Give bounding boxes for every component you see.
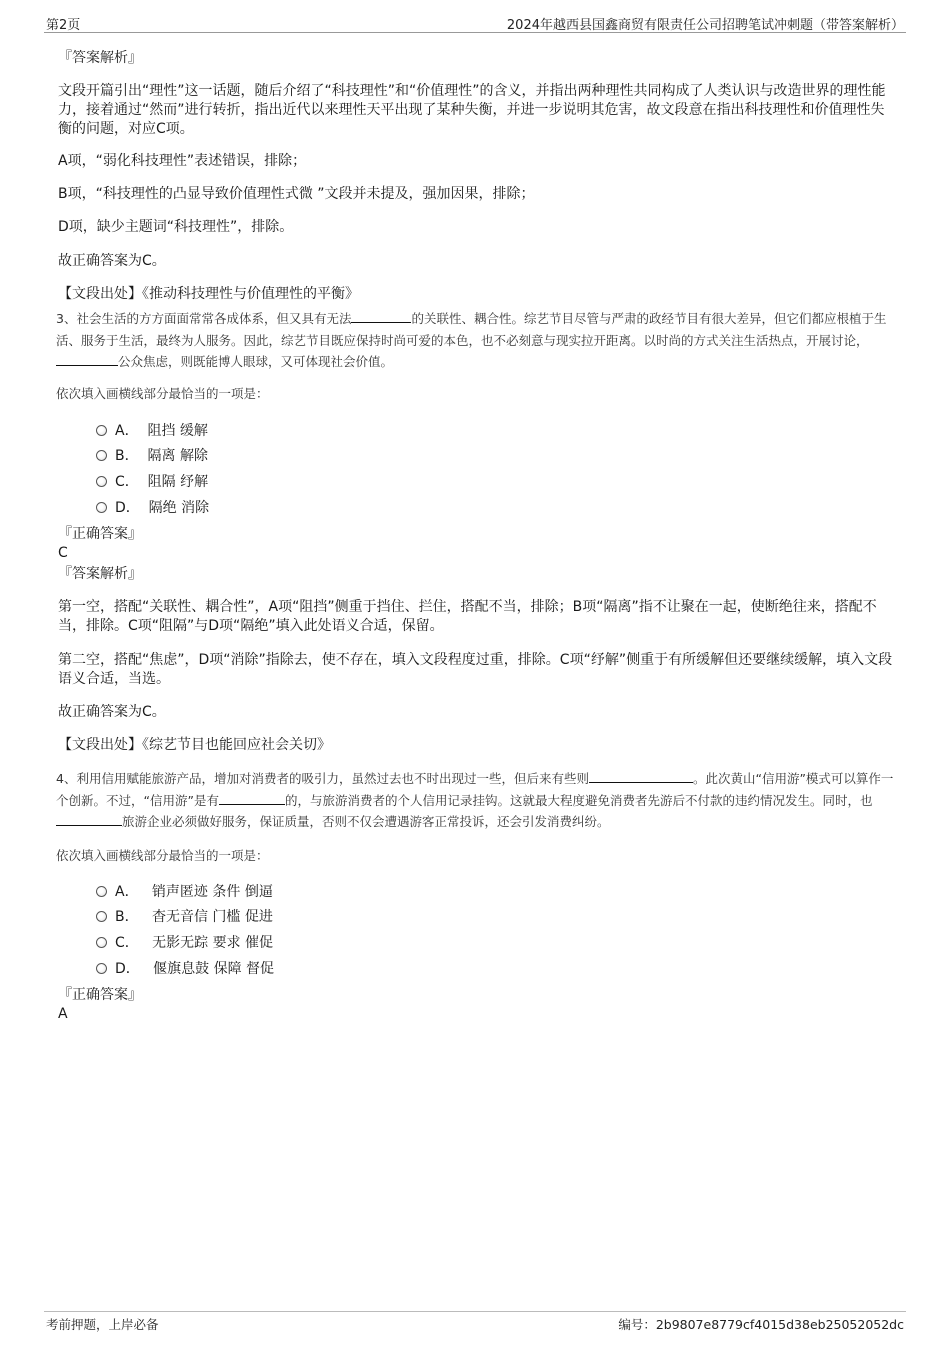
q3-option-c[interactable]: C． 阻隔 纾解	[96, 471, 208, 491]
q3-stem	[56, 308, 894, 373]
radio-button[interactable]	[96, 502, 107, 513]
radio-button[interactable]	[96, 476, 107, 487]
q3-analysis-paragraph-1: 第一空，搭配“关联性、耦合性”，A项“阻挡”侧重于挡住、拦住，搭配不当，排除；B项“隔离”指不让聚在一起，使断绝往来，搭配不当，排除。C项“阻隔”与D项“隔绝”填入此处语义合适，保留。	[58, 599, 877, 634]
q3-stem-text-3: 公众焦虑，则既能博人眼球，又可体现社会价值。	[118, 354, 394, 369]
q2-analysis-paragraph: 文段开篇引出“理性”这一话题，随后介绍了“科技理性”和“价值理性”的含义，并指出两种理性共同构成了人类认识与改造世界的理性能力，接着通过“然而”进行转折，指出近代以来理性天平出现了某种失衡，并进一步说明其危害，故文段意在指出科技理性和价值理性失衡的问题，对应C项。	[58, 83, 886, 137]
q4-option-d[interactable]: D． 偃旗息鼓 保障 督促	[96, 958, 274, 978]
q3-conclusion: 故正确答案为C。	[58, 704, 166, 720]
q4-prompt: 依次填入画横线部分最恰当的一项是：	[56, 848, 269, 863]
q4-answer: A	[58, 1006, 68, 1022]
q2-option-d-note: D项，缺少主题词“科技理性”，排除。	[58, 219, 294, 235]
q4-blank-1	[589, 769, 693, 783]
q4-answer-heading: 『正确答案』	[58, 987, 142, 1003]
q2-analysis-heading: 『答案解析』	[58, 50, 142, 66]
q3-answer: C	[58, 545, 68, 561]
page-footer	[44, 1311, 906, 1334]
q2-source: 【文段出处】《推动科技理性与价值理性的平衡》	[58, 286, 359, 302]
q4-stem-text-3: 的，与旅游消费者的个人信用记录挂钩。这就最大程度避免消费者先游后不付款的违约情况发生。同时，也	[284, 792, 873, 808]
q2-option-a-note: A项，“弱化科技理性”表述错误，排除；	[58, 153, 307, 169]
q3-answer-heading: 『正确答案』	[58, 526, 142, 542]
q4-stem-text-4: 旅游企业必须做好服务，保证质量，否则不仅会遭遇游客正常投诉，还会引发消费纠纷。	[122, 814, 610, 829]
q3-option-a[interactable]: A． 阻挡 缓解	[96, 420, 208, 440]
q2-option-b-note: B项，“科技理性的凸显导致价值理性式微 ”文段并未提及，强加因果，排除；	[58, 186, 535, 202]
q3-stem-text-2: 的关联性、耦合性。综艺节目尽管与严肃的政经节目有很大差异，但它们都应根植于生活、服务于生活，最终为人服务。因此，综艺节目既应保持时尚可爱的本色，也不必刻意与现实拉开距离。以时尚的方式关注生活热点，开展讨论，	[56, 311, 887, 348]
radio-button[interactable]	[96, 937, 107, 948]
q3-option-d[interactable]: D． 隔绝 消除	[96, 497, 209, 517]
document-title: 2024年越西县国鑫商贸有限责任公司招聘笔试冲刺题（带答案解析）	[506, 18, 904, 33]
q4-stem	[56, 768, 898, 833]
q4-option-c[interactable]: C． 无影无踪 要求 催促	[96, 932, 273, 952]
q3-stem-text-1: 3、社会生活的方方面面常常各成体系，但又具有无法	[56, 311, 352, 326]
q4-blank-2	[219, 791, 285, 805]
q4-option-b[interactable]: B． 杳无音信 门槛 促进	[96, 906, 273, 926]
q3-analysis-paragraph-2: 第二空，搭配“焦虑”，D项“消除”指除去，使不存在，填入文段程度过重，排除。C项“纾解”侧重于有所缓解但还要继续缓解，填入文段语义合适，当选。	[58, 652, 893, 687]
radio-button[interactable]	[96, 886, 107, 897]
q3-analysis-heading: 『答案解析』	[58, 566, 142, 582]
q3-blank-2	[56, 352, 118, 366]
radio-button[interactable]	[96, 911, 107, 922]
q4-blank-3	[56, 812, 122, 826]
q4-stem-text-1: 4、利用信用赋能旅游产品，增加对消费者的吸引力，虽然过去也不时出现过一些，但后来有些则	[56, 771, 589, 786]
footer-slogan: 考前押题，上岸必备	[46, 1317, 159, 1332]
radio-button[interactable]	[96, 450, 107, 461]
page-header	[44, 14, 906, 33]
q3-option-b[interactable]: B． 隔离 解除	[96, 445, 208, 465]
radio-button[interactable]	[96, 963, 107, 974]
document-id: 编号：2b9807e8779cf4015d38eb25052052dc	[618, 1317, 904, 1332]
q4-stem-text-2: 。此次黄山“信用游”模式可以算作一个创新。不过，“信用游”是有	[56, 771, 894, 808]
q2-conclusion: 故正确答案为C。	[58, 253, 166, 269]
q3-prompt: 依次填入画横线部分最恰当的一项是：	[56, 386, 269, 401]
radio-button[interactable]	[96, 425, 107, 436]
page-number: 第2页	[46, 18, 81, 33]
q3-source: 【文段出处】《综艺节目也能回应社会关切》	[58, 737, 331, 753]
q3-blank-1	[351, 309, 411, 323]
q4-option-a[interactable]: A． 销声匿迹 条件 倒逼	[96, 881, 273, 901]
